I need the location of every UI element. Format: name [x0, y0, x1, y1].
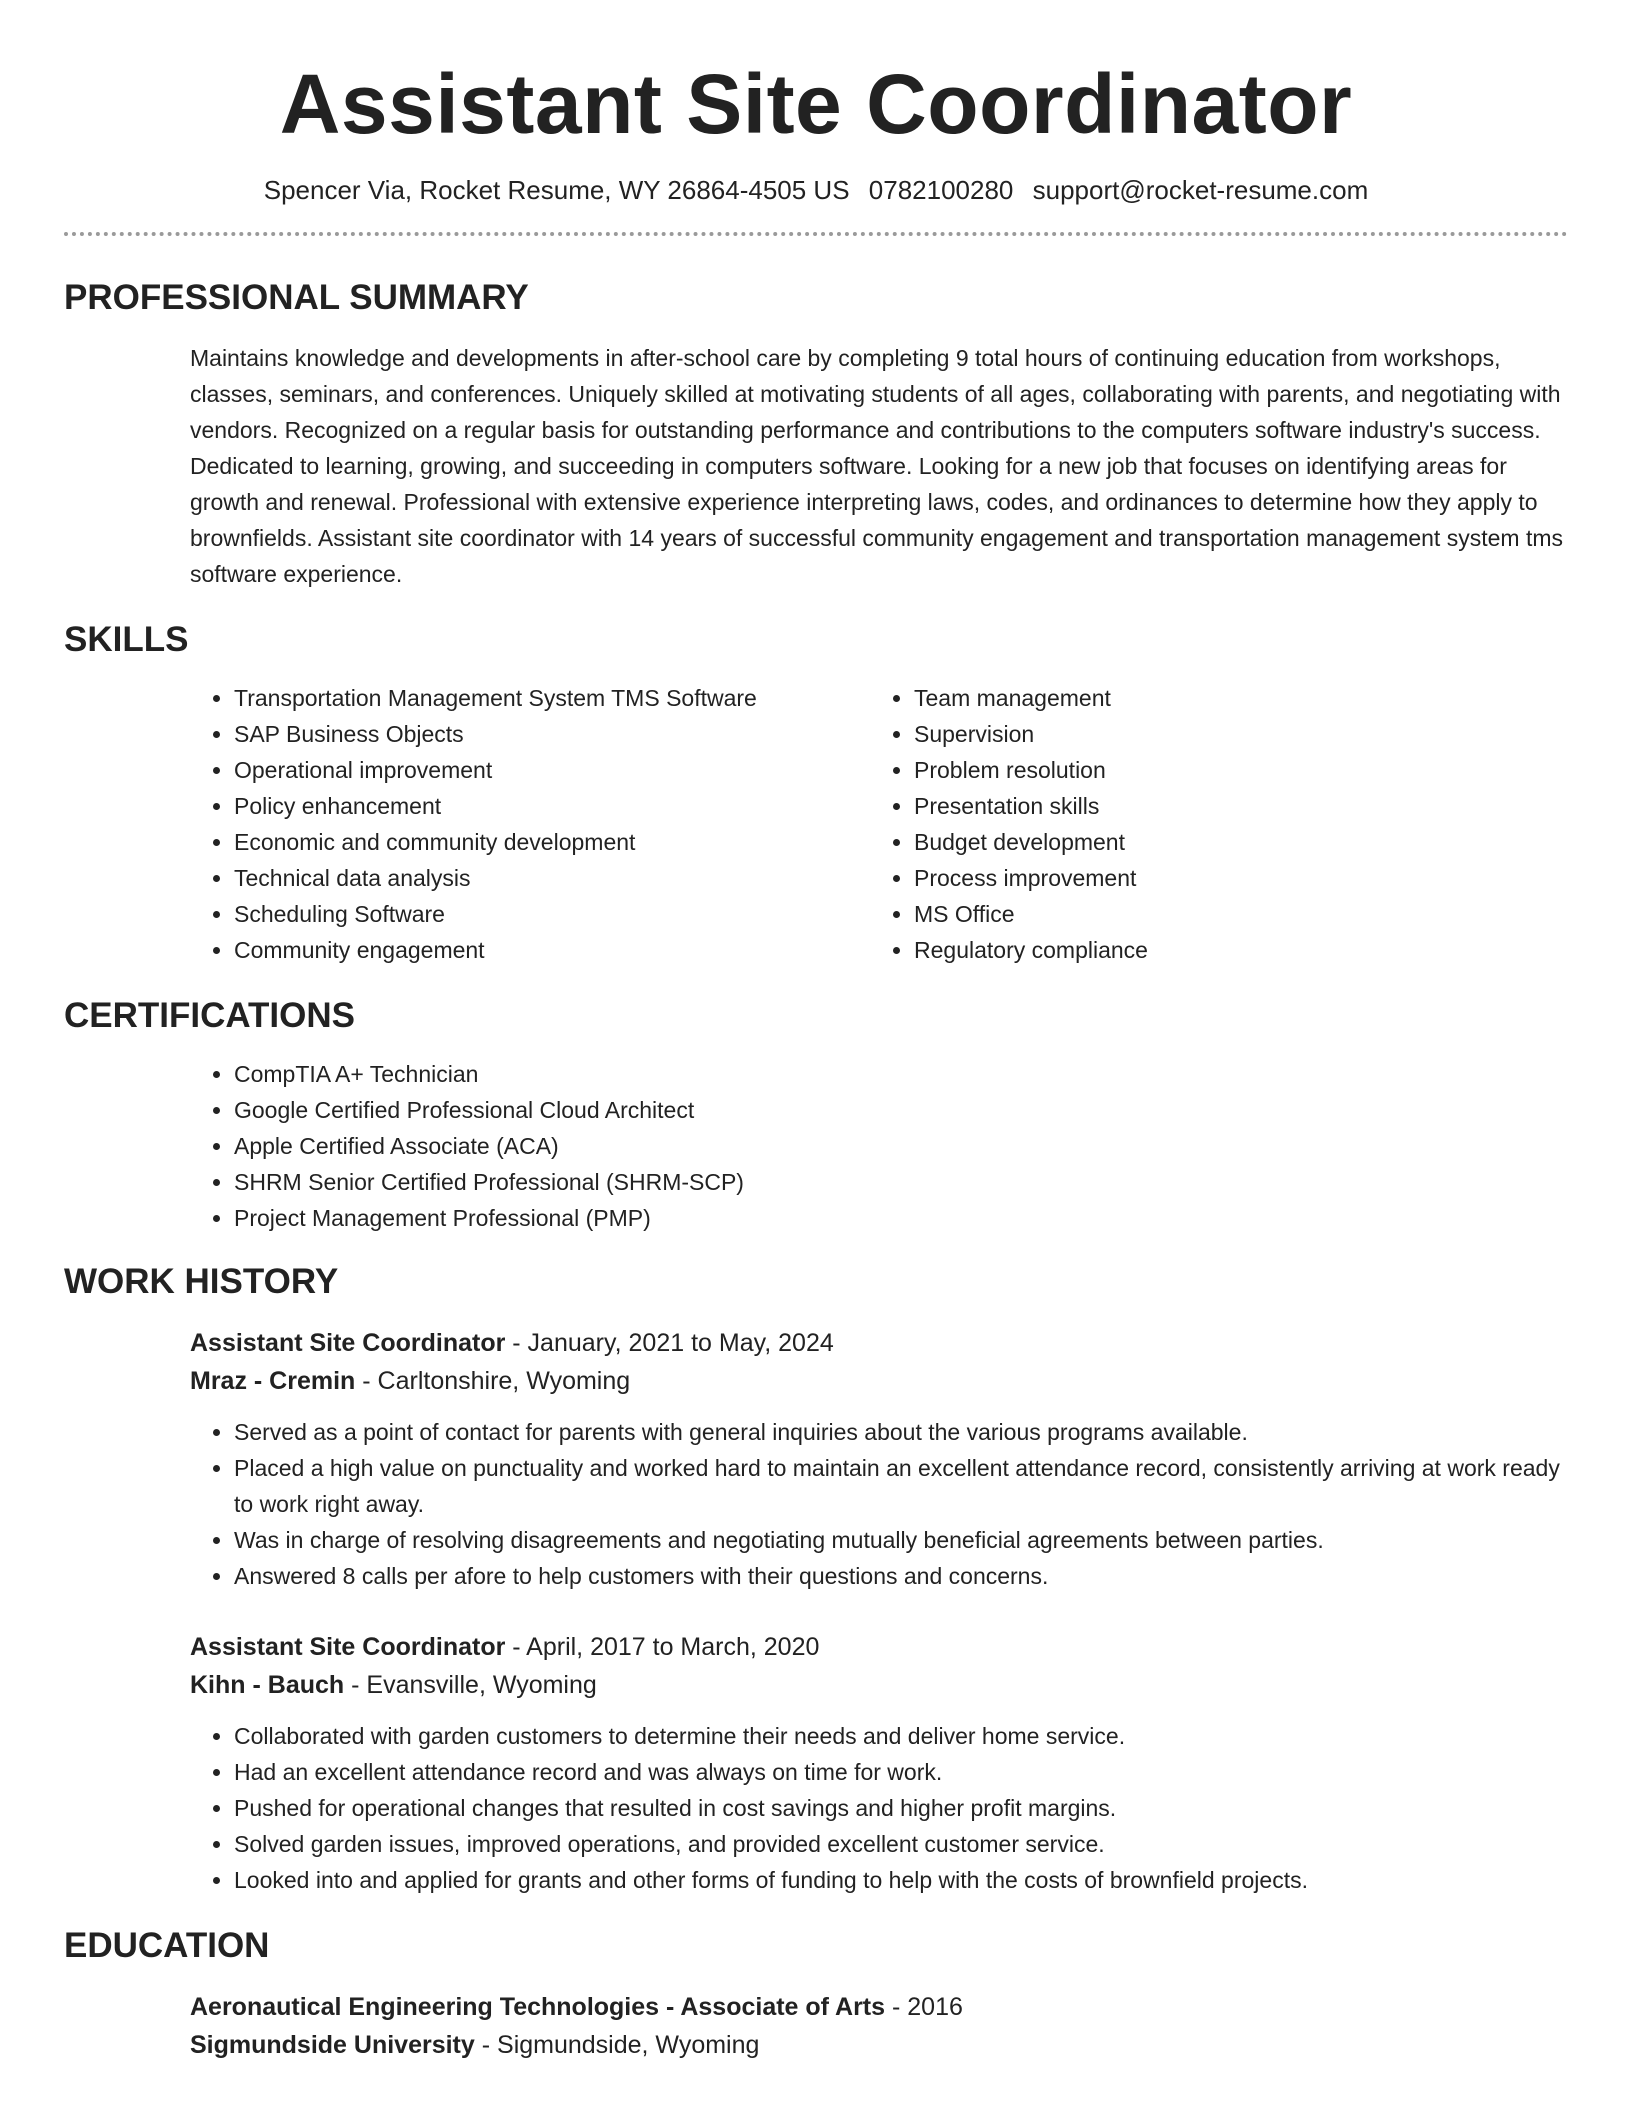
work-history-section [64, 1262, 1568, 1898]
skills-section [64, 620, 1568, 968]
job-bullet: • Looked into and applied for grants and other forms of funding to help with the costs of brownfield projects. [234, 1862, 1568, 1898]
job-bullet: • Placed a high value on punctuality and worked hard to maintain an excellent attendance record, consistently arriving at work ready to work right away. [234, 1450, 1568, 1522]
education-location: - Sigmundside, Wyoming [474, 2031, 760, 2059]
skills-columns [190, 680, 1568, 968]
job-title: Assistant Site Coordinator [190, 1633, 506, 1661]
skill-item: • Budget development [914, 824, 1550, 860]
skills-left-column [190, 680, 870, 968]
job-company-line [190, 1362, 1568, 1400]
certifications-list [190, 1056, 1568, 1236]
skill-item: • Policy enhancement [234, 788, 870, 824]
contact-phone: 0782100280 [868, 175, 1014, 205]
job-title-line [190, 1324, 1568, 1362]
summary-section [64, 278, 1568, 592]
education-degree-line [190, 1988, 1568, 2026]
resume-name: Assistant Site Coordinator [279, 57, 1353, 151]
job-bullet: • Answered 8 calls per afore to help customers with their questions and concerns. [234, 1558, 1568, 1594]
summary-heading: PROFESSIONAL SUMMARY [64, 278, 529, 317]
job-dates: - January, 2021 to May, 2024 [505, 1329, 834, 1357]
certification-item: • Google Certified Professional Cloud Architect [234, 1092, 1568, 1128]
certification-item: • CompTIA A+ Technician [234, 1056, 1568, 1092]
skills-right-column [870, 680, 1550, 968]
job-bullet: • Was in charge of resolving disagreements and negotiating mutually beneficial agreements between parties. [234, 1522, 1568, 1558]
work-history-heading: WORK HISTORY [64, 1262, 339, 1301]
skill-item: • Scheduling Software [234, 896, 870, 932]
skill-item: • Team management [914, 680, 1550, 716]
job-entry [190, 1628, 1568, 1898]
skill-item: • Economic and community development [234, 824, 870, 860]
skill-item: • Community engagement [234, 932, 870, 968]
skill-item: • Presentation skills [914, 788, 1550, 824]
job-bullet: • Served as a point of contact for parents with general inquiries about the various programs available. [234, 1414, 1568, 1450]
job-company-line [190, 1666, 1568, 1704]
education-school-line [190, 2026, 1568, 2064]
education-year: - 2016 [885, 1993, 963, 2021]
education-entry [190, 1988, 1568, 2064]
job-location: - Evansville, Wyoming [344, 1671, 597, 1699]
contact-email: support@rocket-resume.com [1032, 175, 1369, 205]
skill-item: • SAP Business Objects [234, 716, 870, 752]
skill-item: • Problem resolution [914, 752, 1550, 788]
job-bullet: • Solved garden issues, improved operations, and provided excellent customer service. [234, 1826, 1568, 1862]
education-heading: EDUCATION [64, 1926, 270, 1965]
summary-text: Maintains knowledge and developments in after-school care by completing 9 total hours of continuing education from workshops, classes, seminars, and conferences. Uniquely skilled at motivating students of all ages, collaborating with parents, and negotiating with vendors. Recognized on a regular basis for outstanding performance and contributions to the computers software industry's success. Dedicated to learning, growing, and succeeding in computers software. Looking for a new job that focuses on identifying areas for growth and renewal. Professional with extensive experience interpreting laws, codes, and ordinances to determine how they apply to brownfields. Assistant site coordinator with 14 years of successful community engagement and transportation management system tms software experience. [190, 345, 1563, 587]
skill-item: • Technical data analysis [234, 860, 870, 896]
skills-heading: SKILLS [64, 620, 189, 659]
job-dates: - April, 2017 to March, 2020 [505, 1633, 820, 1661]
job-entry [190, 1324, 1568, 1594]
skill-item: • Operational improvement [234, 752, 870, 788]
skill-item: • Supervision [914, 716, 1550, 752]
skill-item: • MS Office [914, 896, 1550, 932]
job-bullet: • Had an excellent attendance record and was always on time for work. [234, 1754, 1568, 1790]
job-company: Mraz - Cremin [190, 1367, 356, 1395]
job-title: Assistant Site Coordinator [190, 1329, 506, 1357]
education-section [64, 1926, 1568, 2064]
certification-item: • Apple Certified Associate (ACA) [234, 1128, 1568, 1164]
job-location: - Carltonshire, Wyoming [355, 1367, 631, 1395]
job-title-line [190, 1628, 1568, 1666]
certification-item: • SHRM Senior Certified Professional (SHRM-SCP) [234, 1164, 1568, 1200]
education-degree: Aeronautical Engineering Technologies - Associate of Arts [190, 1993, 886, 2021]
resume-page [64, 0, 1568, 2064]
certifications-heading: CERTIFICATIONS [64, 996, 356, 1035]
contact-line [64, 174, 1568, 206]
certifications-section [64, 996, 1568, 1236]
contact-address: Spencer Via, Rocket Resume, WY 26864-4505 US [263, 175, 850, 205]
job-company: Kihn - Bauch [190, 1671, 345, 1699]
job-bullet: • Collaborated with garden customers to determine their needs and deliver home service. [234, 1718, 1568, 1754]
skill-item: • Process improvement [914, 860, 1550, 896]
skill-item: • Transportation Management System TMS Software [234, 680, 870, 716]
header-divider [64, 232, 1568, 236]
job-bullet: • Pushed for operational changes that resulted in cost savings and higher profit margins. [234, 1790, 1568, 1826]
skill-item: • Regulatory compliance [914, 932, 1550, 968]
education-school: Sigmundside University [190, 2031, 475, 2059]
certification-item: • Project Management Professional (PMP) [234, 1200, 1568, 1236]
